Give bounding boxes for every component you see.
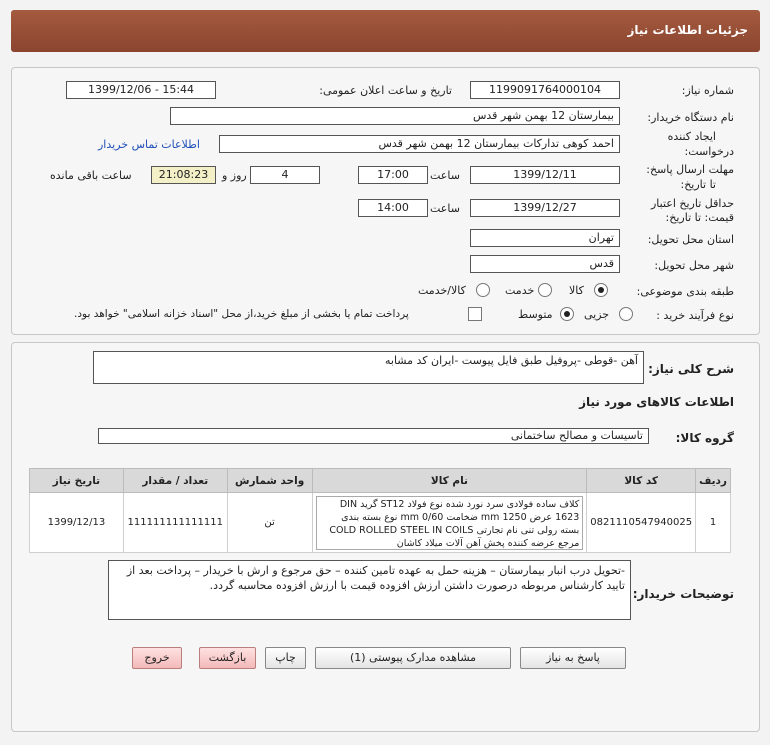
print-button[interactable]: چاپ [265,647,306,669]
summary-label: شرح کلی نیاز: [648,362,734,376]
back-button[interactable]: بازگشت [199,647,256,669]
row-unit: تن [227,493,312,553]
col-date: تاریخ نیاز [30,469,124,493]
need-number-field: 1199091764000104 [470,81,620,99]
category-option-service: خدمت [505,284,535,297]
deadline-label-1: مهلت ارسال پاسخ: [646,163,734,176]
city-field: قدس [470,255,620,273]
col-name: نام کالا [312,469,587,493]
category-radio-goods[interactable] [594,283,608,297]
validity-label-2: قیمت: تا تاریخ: [665,211,734,224]
view-attachments-button[interactable]: مشاهده مدارک پیوستی (1) [315,647,511,669]
creator-field: احمد کوهی تدارکات بیمارستان 12 بهمن شهر قدس [219,135,620,153]
goods-info-title: اطلاعات کالاهای مورد نیاز [579,395,734,409]
process-option-minor: جزیی [584,308,610,321]
col-code: کد کالا [587,469,696,493]
col-index: ردیف [696,469,731,493]
col-unit: واحد شمارش [227,469,312,493]
validity-time-label: ساعت [430,202,460,215]
deadline-date-field: 1399/12/11 [470,166,620,184]
table-row [30,493,731,553]
days-field: 4 [250,166,320,184]
contact-buyer-link[interactable]: اطلاعات تماس خریدار [98,138,200,151]
row-qty: 111111111111111 [123,493,227,553]
goods-table [29,468,731,553]
reply-button[interactable]: پاسخ به نیاز [520,647,626,669]
creator-label-1: ایجاد کننده [667,130,716,143]
province-label: استان محل تحویل: [647,233,734,246]
buyer-org-label: نام دستگاه خریدار: [647,111,734,124]
category-radio-both[interactable] [476,283,490,297]
process-radio-minor[interactable] [619,307,633,321]
notes-label: توضیحات خریدار: [632,587,734,601]
goods-table-header [30,469,731,493]
process-label: نوع فرآیند خرید : [656,309,734,322]
category-label: طبقه بندی موضوعی: [636,285,734,298]
category-option-both: کالا/خدمت [418,284,466,297]
remaining-label: ساعت باقی مانده [50,169,132,182]
group-label: گروه کالا: [675,431,734,445]
process-radio-medium[interactable] [560,307,574,321]
deadline-time-label: ساعت [430,169,460,182]
exit-button[interactable]: خروج [132,647,182,669]
deadline-time-field: 17:00 [358,166,428,184]
announce-field: 1399/12/06 - 15:44 [66,81,216,99]
row-code: 0821110547940025 [587,493,696,553]
row-name: کلاف ساده فولادی سرد نورد شده نوع فولاد ST12 گرید DIN 1623 عرض 1250 mm ضخامت 0/60 mm نوع بسته بندی بسته رولی تنی نام تجارتی COLD ROLLED STEEL IN COILS مرجع عرضه کننده پخش آهن آلات میلاد کاشان [316,496,584,550]
page-title: جزئیات اطلاعات نیاز [627,23,748,37]
treasury-note: پرداخت تمام یا بخشی از مبلغ خرید،از محل "اسناد خزانه اسلامی" خواهد بود. [74,308,409,320]
page-header [11,10,760,52]
group-field: تاسیسات و مصالح ساختمانی [98,428,649,444]
remaining-time-field: 21:08:23 [151,166,216,184]
row-date: 1399/12/13 [30,493,124,553]
city-label: شهر محل تحویل: [654,259,734,272]
summary-field: آهن -قوطی -پروفیل طبق فایل پیوست -ایران کد مشابه [93,351,644,384]
days-label: روز و [222,169,247,182]
process-option-medium: متوسط [518,308,553,321]
announce-label: تاریخ و ساعت اعلان عمومی: [319,84,452,97]
deadline-label-2: تا تاریخ: [680,178,716,191]
category-radio-service[interactable] [538,283,552,297]
validity-time-field: 14:00 [358,199,428,217]
creator-label-2: درخواست: [684,145,734,158]
row-index: 1 [696,493,731,553]
province-field: تهران [470,229,620,247]
validity-label-1: حداقل تاریخ اعتبار [650,197,734,210]
need-number-label: شماره نیاز: [681,84,734,97]
buyer-org-field: بیمارستان 12 بهمن شهر قدس [170,107,620,125]
treasury-checkbox[interactable] [468,307,482,321]
category-option-goods: کالا [569,284,584,297]
notes-field: -تحویل درب انبار بیمارستان – هزینه حمل به عهده تامین کننده – حق مرجوع و ارش با خریدار – پرداخت بعد از تایید کارشناس مربوطه درصورت داشتن ارزش افزوده قیمت با ارزش افزوده محاسبه گردد. [108,560,631,620]
col-qty: تعداد / مقدار [123,469,227,493]
validity-date-field: 1399/12/27 [470,199,620,217]
